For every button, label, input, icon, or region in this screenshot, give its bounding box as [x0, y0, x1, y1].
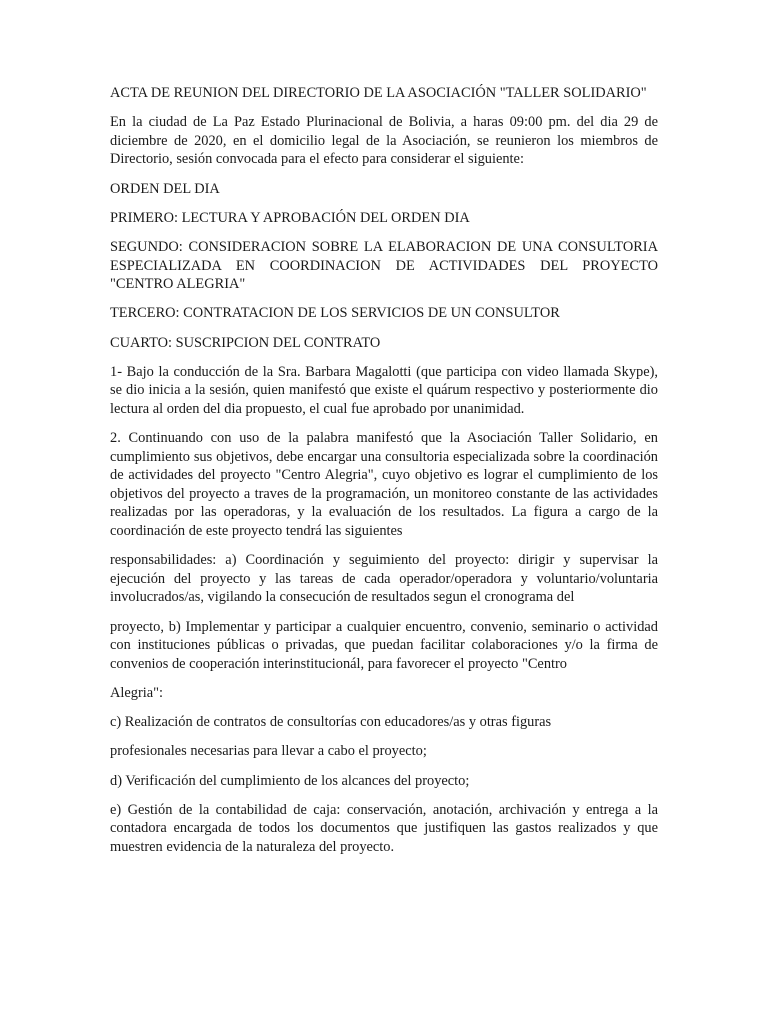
project-name-continuation: Alegria": [110, 684, 164, 701]
intro-paragraph: En la ciudad de La Paz Estado Plurinacional de Bolivia, a haras 09:00 pm. del dia 29 de diciembre de 2020, en el domicilio legal de la Asociación, se reunieron los miembros de Directorio, sesión convocada para el efecto para considerar el siguiente: [110, 114, 658, 168]
document-page [110, 84, 658, 867]
document-title: ACTA DE REUNION DEL DIRECTORIO DE LA ASOCIACIÓN "TALLER SOLIDARIO" [110, 85, 647, 101]
agenda-item-third: TERCERO: CONTRATACION DE LOS SERVICIOS DE UN CONSULTOR [110, 305, 560, 322]
responsibility-c-continuation: profesionales necesarias para llevar a cabo el proyecto; [110, 743, 427, 760]
responsibility-b-paragraph: proyecto, b) Implementar y participar a cualquier encuentro, convenio, seminario o actividad con instituciones públicas o privadas, que puedan facilitar colaboraciones y/o la firma de convenios de cooperación interinstitucionál, para favorecer el proyecto "Centro [110, 618, 658, 672]
point-one-paragraph: 1- Bajo la conducción de la Sra. Barbara Magalotti (que participa con video llamada Skype), se dio inicia a la sesión, quien manifestó que existe el quárum respectivo y posteriormente dio lectura al orden del dia propuesto, el cual fue aprobado por unanimidad. [110, 363, 658, 417]
responsibility-e-paragraph: e) Gestión de la contabilidad de caja: conservación, anotación, archivación y entrega a la contadora encargada de todos los documentos que justifiquen las gastos realizados y que muestren evidencia de la naturaleza del proyecto. [110, 801, 658, 855]
responsibilities-paragraph: responsabilidades: a) Coordinación y seguimiento del proyecto: dirigir y supervisar la ejecución del proyecto y las tareas de cada operador/operadora y voluntario/voluntaria involucrados/as, vigilando la consecución de resultados segun el cronograma del [110, 552, 658, 606]
agenda-heading: ORDEN DEL DIA [110, 180, 220, 197]
responsibility-c-paragraph: c) Realización de contratos de consultorías con educadores/as y otras figuras [110, 714, 552, 731]
agenda-item-second: SEGUNDO: CONSIDERACION SOBRE LA ELABORACION DE UNA CONSULTORIA ESPECIALIZADA EN COORDINACION DE ACTIVIDADES DEL PROYECTO "CENTRO ALEGRIA" [110, 238, 658, 293]
agenda-item-fourth: CUARTO: SUSCRIPCION DEL CONTRATO [110, 334, 381, 351]
responsibility-d-paragraph: d) Verificación del cumplimiento de los alcances del proyecto; [110, 772, 470, 789]
point-two-paragraph: 2. Continuando con uso de la palabra manifestó que la Asociación Taller Solidario, en cumplimiento sus objetivos, debe encargar una consultoria especializada sobre la coordinación de actividades del proyecto "Centro Alegria", cuyo objetivo es lograr el cumplimiento de los objetivos del proyecto a traves de la programación, un monitoreo constante de las actividades realizadas por las operadoras, y la evaluación de los resultados. La figura a cargo de la coordinación de este proyecto tendrá las siguientes [110, 430, 658, 540]
agenda-item-first: PRIMERO: LECTURA Y APROBACIÓN DEL ORDEN DIA [110, 209, 470, 226]
